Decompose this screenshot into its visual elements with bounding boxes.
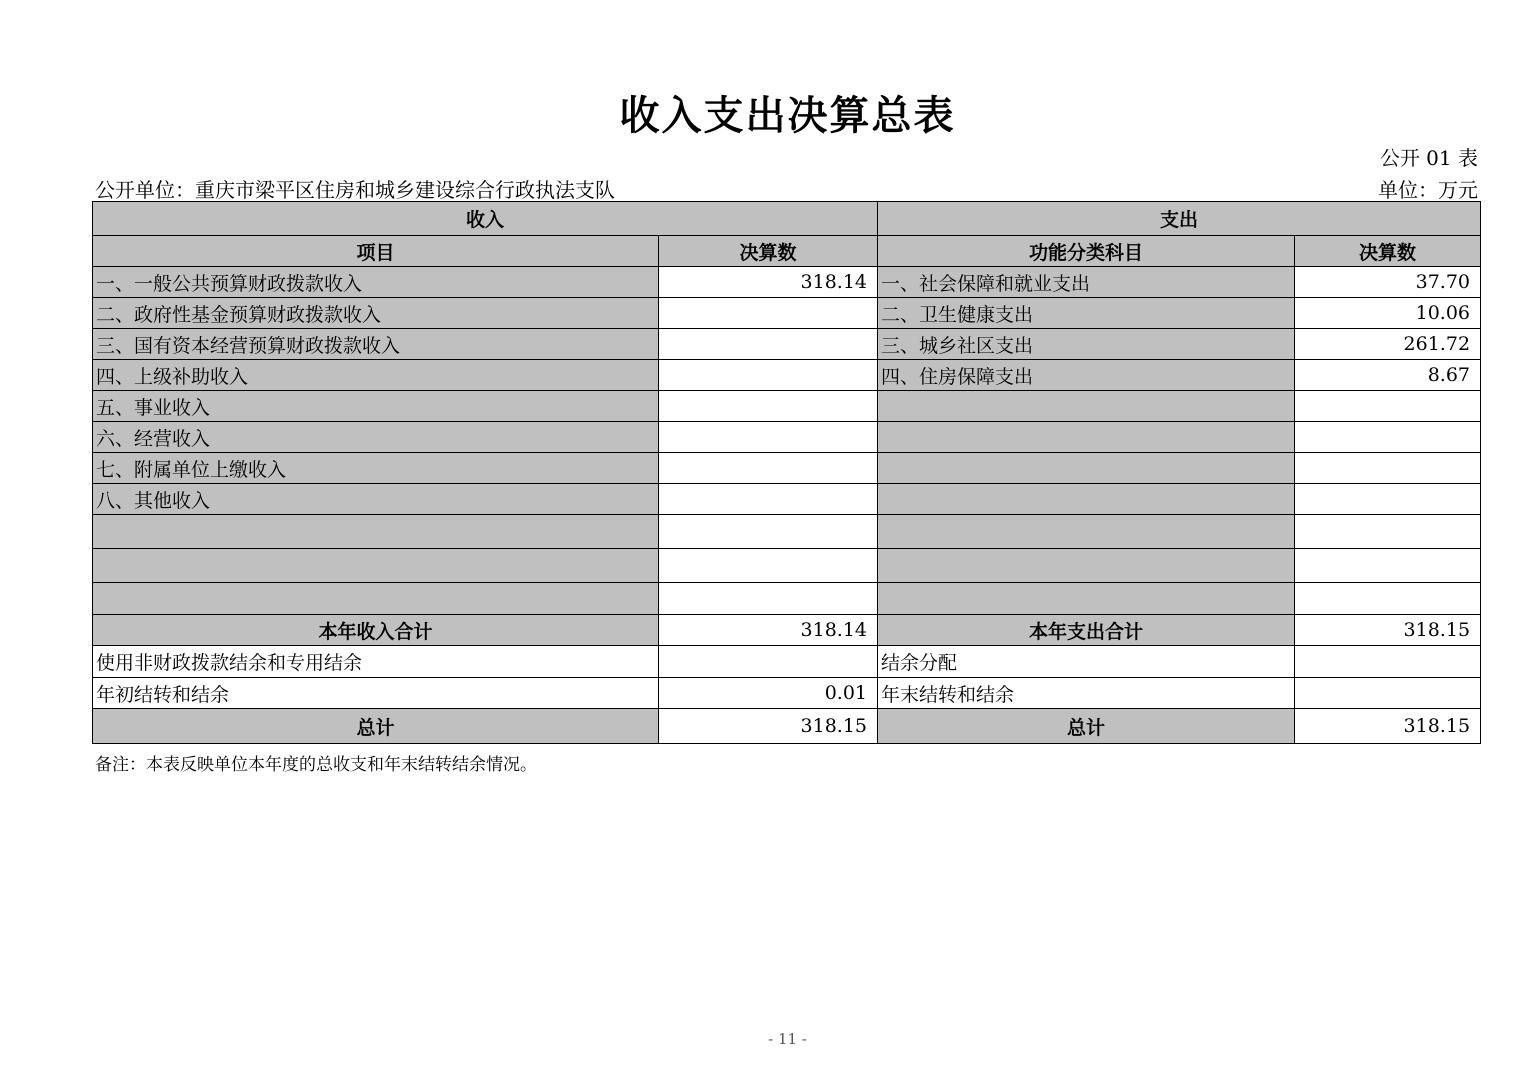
income-value (659, 549, 878, 583)
income-value (659, 298, 878, 329)
table-row (93, 515, 1481, 549)
expense-value: 37.70 (1295, 267, 1481, 298)
expense-value (1295, 422, 1481, 453)
income-item: 一、一般公共预算财政拨款收入 (93, 267, 659, 298)
expense-item: 年末结转和结余 (878, 678, 1295, 709)
income-value (659, 360, 878, 391)
expense-value (1295, 646, 1481, 678)
expense-item (878, 515, 1295, 549)
expense-item (878, 583, 1295, 615)
income-item: 五、事业收入 (93, 391, 659, 422)
expense-item (878, 391, 1295, 422)
expense-value (1295, 583, 1481, 615)
page-title: 收入支出决算总表 (619, 92, 956, 139)
subtotal-row (93, 615, 1481, 646)
income-item: 二、政府性基金预算财政拨款收入 (93, 298, 659, 329)
income-item: 七、附属单位上缴收入 (93, 453, 659, 484)
expense-value (1295, 515, 1481, 549)
table-row (93, 422, 1481, 453)
table-row (93, 453, 1481, 484)
reporting-unit: 公开单位：重庆市梁平区住房和城乡建设综合行政执法支队 (95, 178, 615, 202)
expense-value (1295, 484, 1481, 515)
expense-item (878, 422, 1295, 453)
page-number: - 11 - (768, 1030, 807, 1048)
table-row (93, 583, 1481, 615)
form-code: 公开 01 表 (1379, 146, 1478, 170)
income-item (93, 583, 659, 615)
income-item: 使用非财政拨款结余和专用结余 (93, 646, 659, 678)
table-row (93, 646, 1481, 678)
expense-item: 二、卫生健康支出 (878, 298, 1295, 329)
income-item (93, 549, 659, 583)
income-value: 0.01 (659, 678, 878, 709)
income-value (659, 583, 878, 615)
table-row (93, 360, 1481, 391)
income-value (659, 391, 878, 422)
income-subtotal-value: 318.14 (659, 615, 878, 646)
income-item: 八、其他收入 (93, 484, 659, 515)
expense-item: 一、社会保障和就业支出 (878, 267, 1295, 298)
income-value (659, 484, 878, 515)
expense-item (878, 453, 1295, 484)
column-header-item: 项目 (93, 236, 659, 267)
expense-value (1295, 549, 1481, 583)
income-total-label: 总计 (93, 709, 659, 744)
expense-value (1295, 391, 1481, 422)
column-header-function-category: 功能分类科目 (878, 236, 1295, 267)
income-value (659, 515, 878, 549)
column-header-row (93, 236, 1481, 267)
section-header-row (93, 202, 1481, 236)
expense-item: 结余分配 (878, 646, 1295, 678)
expense-value (1295, 678, 1481, 709)
income-value (659, 329, 878, 360)
expense-section-header: 支出 (878, 202, 1481, 236)
expense-value: 8.67 (1295, 360, 1481, 391)
income-item: 年初结转和结余 (93, 678, 659, 709)
table-row (93, 267, 1481, 298)
income-value (659, 646, 878, 678)
expense-item: 三、城乡社区支出 (878, 329, 1295, 360)
income-section-header: 收入 (93, 202, 878, 236)
income-value: 318.14 (659, 267, 878, 298)
income-subtotal-label: 本年收入合计 (93, 615, 659, 646)
expense-item: 四、住房保障支出 (878, 360, 1295, 391)
income-total-value: 318.15 (659, 709, 878, 744)
expense-item (878, 484, 1295, 515)
total-row (93, 709, 1481, 744)
expense-item (878, 549, 1295, 583)
table-row (93, 298, 1481, 329)
table-row (93, 391, 1481, 422)
footnote: 备注：本表反映单位本年度的总收支和年末结转结余情况。 (95, 755, 537, 775)
expense-value (1295, 453, 1481, 484)
income-item: 六、经营收入 (93, 422, 659, 453)
table-row (93, 329, 1481, 360)
income-item: 三、国有资本经营预算财政拨款收入 (93, 329, 659, 360)
income-expense-table (92, 201, 1481, 744)
column-header-amount-2: 决算数 (1295, 236, 1481, 267)
income-value (659, 422, 878, 453)
expense-total-value: 318.15 (1295, 709, 1481, 744)
expense-value: 10.06 (1295, 298, 1481, 329)
expense-value: 261.72 (1295, 329, 1481, 360)
column-header-amount: 决算数 (659, 236, 878, 267)
table-row (93, 484, 1481, 515)
table-row (93, 549, 1481, 583)
income-value (659, 453, 878, 484)
expense-subtotal-value: 318.15 (1295, 615, 1481, 646)
income-item: 四、上级补助收入 (93, 360, 659, 391)
income-item (93, 515, 659, 549)
expense-total-label: 总计 (878, 709, 1295, 744)
table-row (93, 678, 1481, 709)
currency-unit: 单位：万元 (1378, 178, 1478, 202)
expense-subtotal-label: 本年支出合计 (878, 615, 1295, 646)
